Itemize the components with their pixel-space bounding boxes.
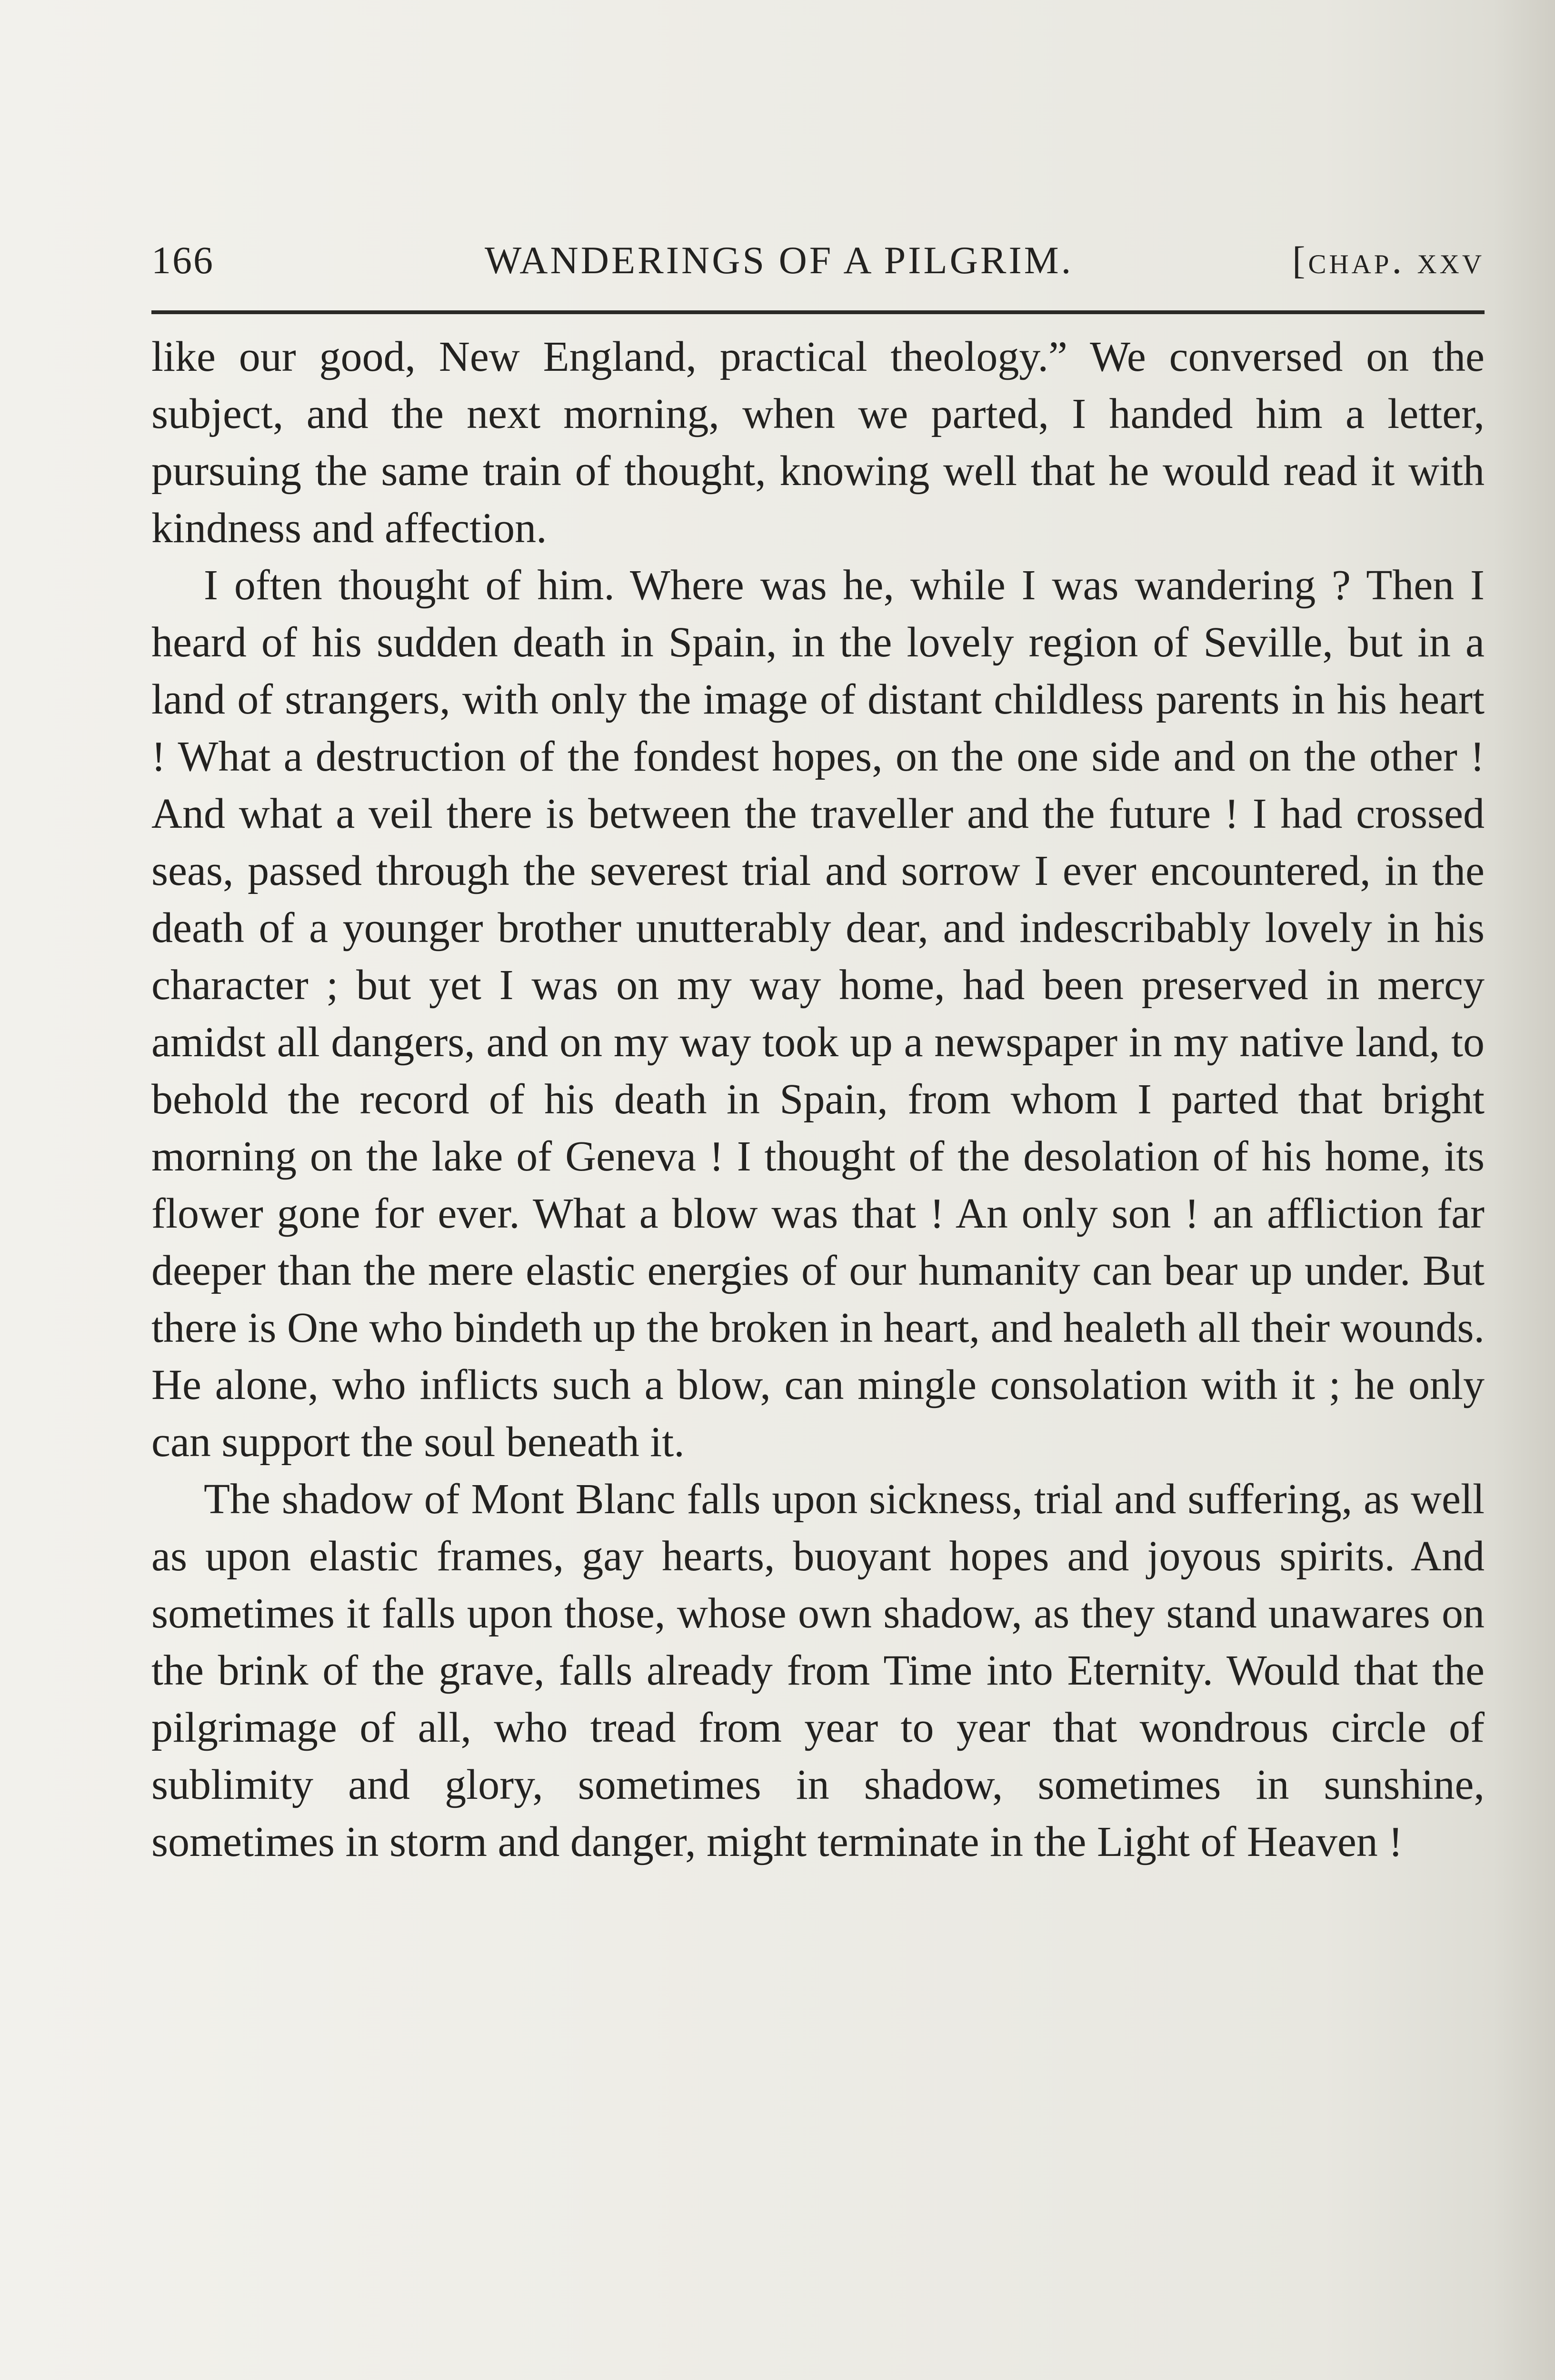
page-number: 166	[151, 238, 214, 282]
paragraph: I often thought of him. Where was he, while I was wandering ? Then I heard of his sudden death in Spain, in the lovely region of Seville, but in a land of strangers, with only the image of distant childless parents in his heart ! What a destruction of the fondest hopes, on the one side and on the other ! And what a veil there is between the traveller and the future ! I had crossed seas, passed through the severest trial and sorrow I ever encountered, in the death of a younger brother unutterably dear, and indescribably lovely in his character ; but yet I was on my way home, had been preserved in mercy amidst all dangers, and on my way took up a newspaper in my native land, to behold the record of his death in Spain, from whom I parted that bright morning on the lake of Geneva ! I thought of the desolation of his home, its flower gone for ever. What a blow was that ! An only son ! an affliction far deeper than the mere elastic energies of our humanity can bear up under. But there is One who bindeth up the broken in heart, and healeth all their wounds. He alone, who inflicts such a blow, can mingle consolation with it ; he only can support the soul beneath it.	[151, 562, 1485, 1466]
header-rule	[151, 310, 1485, 314]
body-text	[151, 328, 1485, 1871]
chapter-reference: [chap. xxv	[1292, 238, 1485, 282]
page-header	[151, 238, 1485, 290]
running-title: WANDERINGS OF A PILGRIM.	[485, 238, 1074, 282]
paragraph-continued: like our good, New England, practical theology.” We conversed on the subject, and the next morning, when we parted, I handed him a letter, pursuing the same train of thought, knowing well that he would read it with kindness and affection.	[151, 333, 1485, 552]
paragraph: The shadow of Mont Blanc falls upon sickness, trial and suffering, as well as upon elastic frames, gay hearts, buoyant hopes and joyous spirits. And sometimes it falls upon those, whose own shadow, as they stand unawares on the brink of the grave, falls already from Time into Eternity. Would that the pilgrimage of all, who tread from year to year that wondrous circle of sublimity and glory, sometimes in shadow, sometimes in sunshine, sometimes in storm and danger, might terminate in the Light of Heaven !	[151, 1476, 1485, 1865]
